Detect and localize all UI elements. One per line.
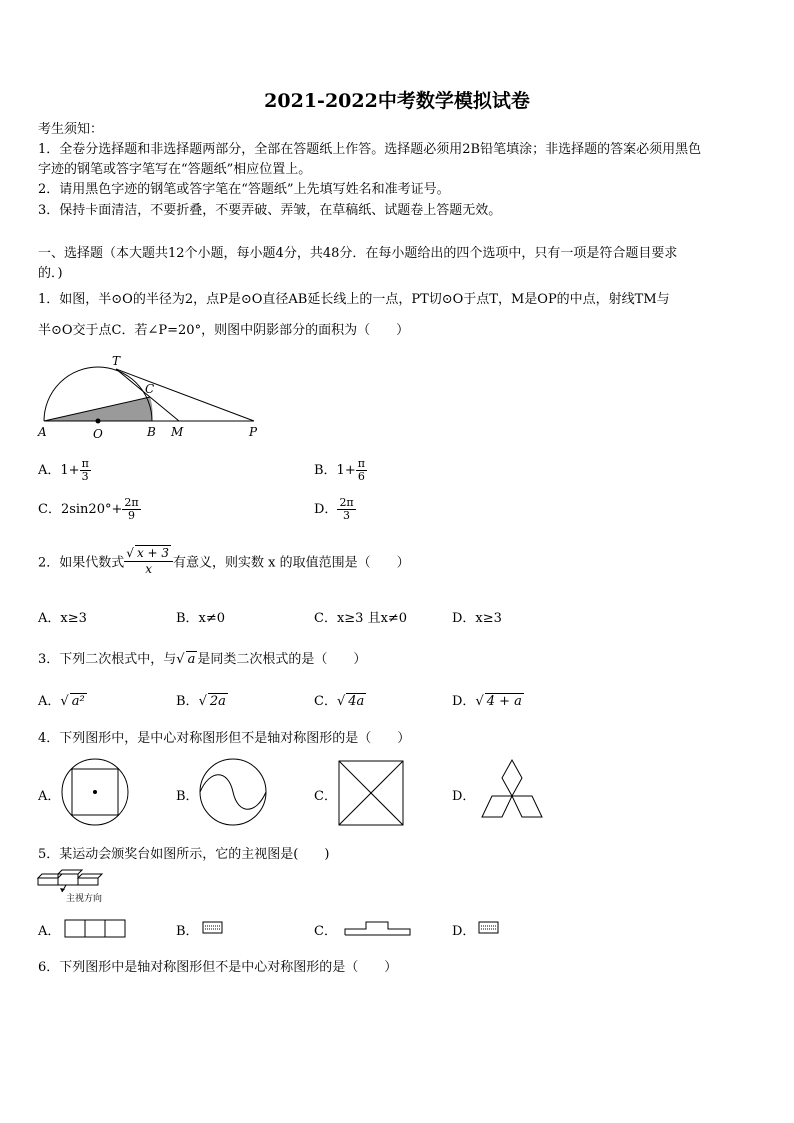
view-direction-label: 主视方向	[66, 894, 103, 904]
q1-option-b: B．1+ $\frac{\pi}{6}$	[314, 457, 365, 483]
question-1-figure	[36, 350, 266, 442]
question-6-text: 6．下列图形中是轴对称图形但不是中心对称图形的是（ ）	[38, 960, 398, 975]
q3-option-b: B．√ 2a	[176, 694, 226, 709]
q5-podium-figure	[36, 868, 116, 906]
notice-item: 2．请用黑色字迹的钢笔或答字笔在“答题纸”上先填写姓名和准考证号。	[38, 182, 450, 197]
section-heading: 一、选择题（本大题共12个小题，每小题4分，共48分．在每小题给出的四个选项中，只有一项是符合题目要求	[38, 246, 678, 261]
exam-title: 2021-2022中考数学模拟试卷	[264, 90, 530, 112]
label-T: T	[112, 354, 121, 368]
q4-figure-d	[475, 757, 550, 827]
question-4-text: 4．下列图形中，是中心对称图形但不是轴对称图形的是（ ）	[38, 731, 411, 746]
question-1-text-cont: 半⊙O交于点C．若∠P=20°，则图中阴影部分的面积为（ ）	[38, 323, 410, 338]
q5-figure-a	[64, 918, 128, 940]
q5-figure-c	[344, 918, 414, 938]
q2-option-a: A．x≥3	[38, 611, 87, 626]
notice-item: 3．保持卡面清洁，不要折叠，不要弄破、弄皱，在草稿纸、试题卷上答题无效。	[38, 203, 502, 218]
q1-option-d: D． $\frac{2\pi}{3}$	[314, 496, 354, 522]
label-M: M	[171, 425, 184, 439]
q4-figure-c	[337, 759, 407, 829]
notice-item: 1．全卷分选择题和非选择题两部分，全部在答题纸上作答。选择题必须用2B铅笔填涂；非选择题的答案必须用黑色	[38, 142, 702, 157]
q4-label-d: D．	[452, 789, 476, 804]
notice-heading: 考生须知：	[38, 122, 104, 137]
q1-option-c: C．2sin20°+ $\frac{2\pi}{9}$	[38, 496, 139, 522]
q5-label-c: C．	[314, 924, 337, 939]
question-3-text: 3．下列二次根式中，与√ a 是同类二次根式的是（ ）	[38, 652, 367, 667]
q4-label-b: B．	[176, 789, 199, 804]
question-5-text: 5．某运动会颁奖台如图所示，它的主视图是( )	[38, 847, 330, 862]
section-heading-cont: 的．)	[38, 266, 63, 281]
q2-option-c: C．x≥3 且x≠0	[314, 611, 408, 626]
q4-figure-b	[198, 757, 268, 827]
q4-label-a: A．	[38, 789, 61, 804]
q3-option-a: A．√ a²	[38, 694, 85, 709]
question-2-text: 2．如果代数式 $\frac{√ x + 3}{x}$ 有意义，则实数 x 的取值范围是（ ）	[38, 546, 410, 576]
q4-label-c: C．	[314, 789, 337, 804]
label-O: O	[93, 427, 103, 441]
q1-option-a: A．1+ $\frac{\pi}{3}$	[38, 457, 89, 483]
label-C: C	[145, 382, 155, 396]
label-P: P	[249, 425, 258, 439]
label-B: B	[147, 425, 156, 439]
q2-option-b: B．x≠0	[176, 611, 226, 626]
question-1-text: 1．如图，半⊙O的半径为2，点P是⊙O直径AB延长线上的一点，PT切⊙O于点T，M是OP的中点，射线TM与	[38, 292, 670, 307]
q2-option-d: D．x≥3	[452, 611, 502, 626]
q5-figure-d	[478, 921, 500, 935]
q5-label-d: D．	[452, 924, 476, 939]
label-A: A	[38, 425, 47, 439]
q4-figure-a	[60, 757, 130, 827]
q5-figure-b	[202, 921, 224, 935]
q5-label-b: B．	[176, 924, 199, 939]
q3-option-c: C．√ 4a	[314, 694, 365, 709]
q5-label-a: A．	[38, 924, 61, 939]
center-point-O	[96, 419, 101, 424]
notice-item: 字迹的钢笔或答字笔写在“答题纸”相应位置上。	[38, 162, 312, 177]
q3-option-d: D．√ 4 + a	[452, 694, 522, 709]
